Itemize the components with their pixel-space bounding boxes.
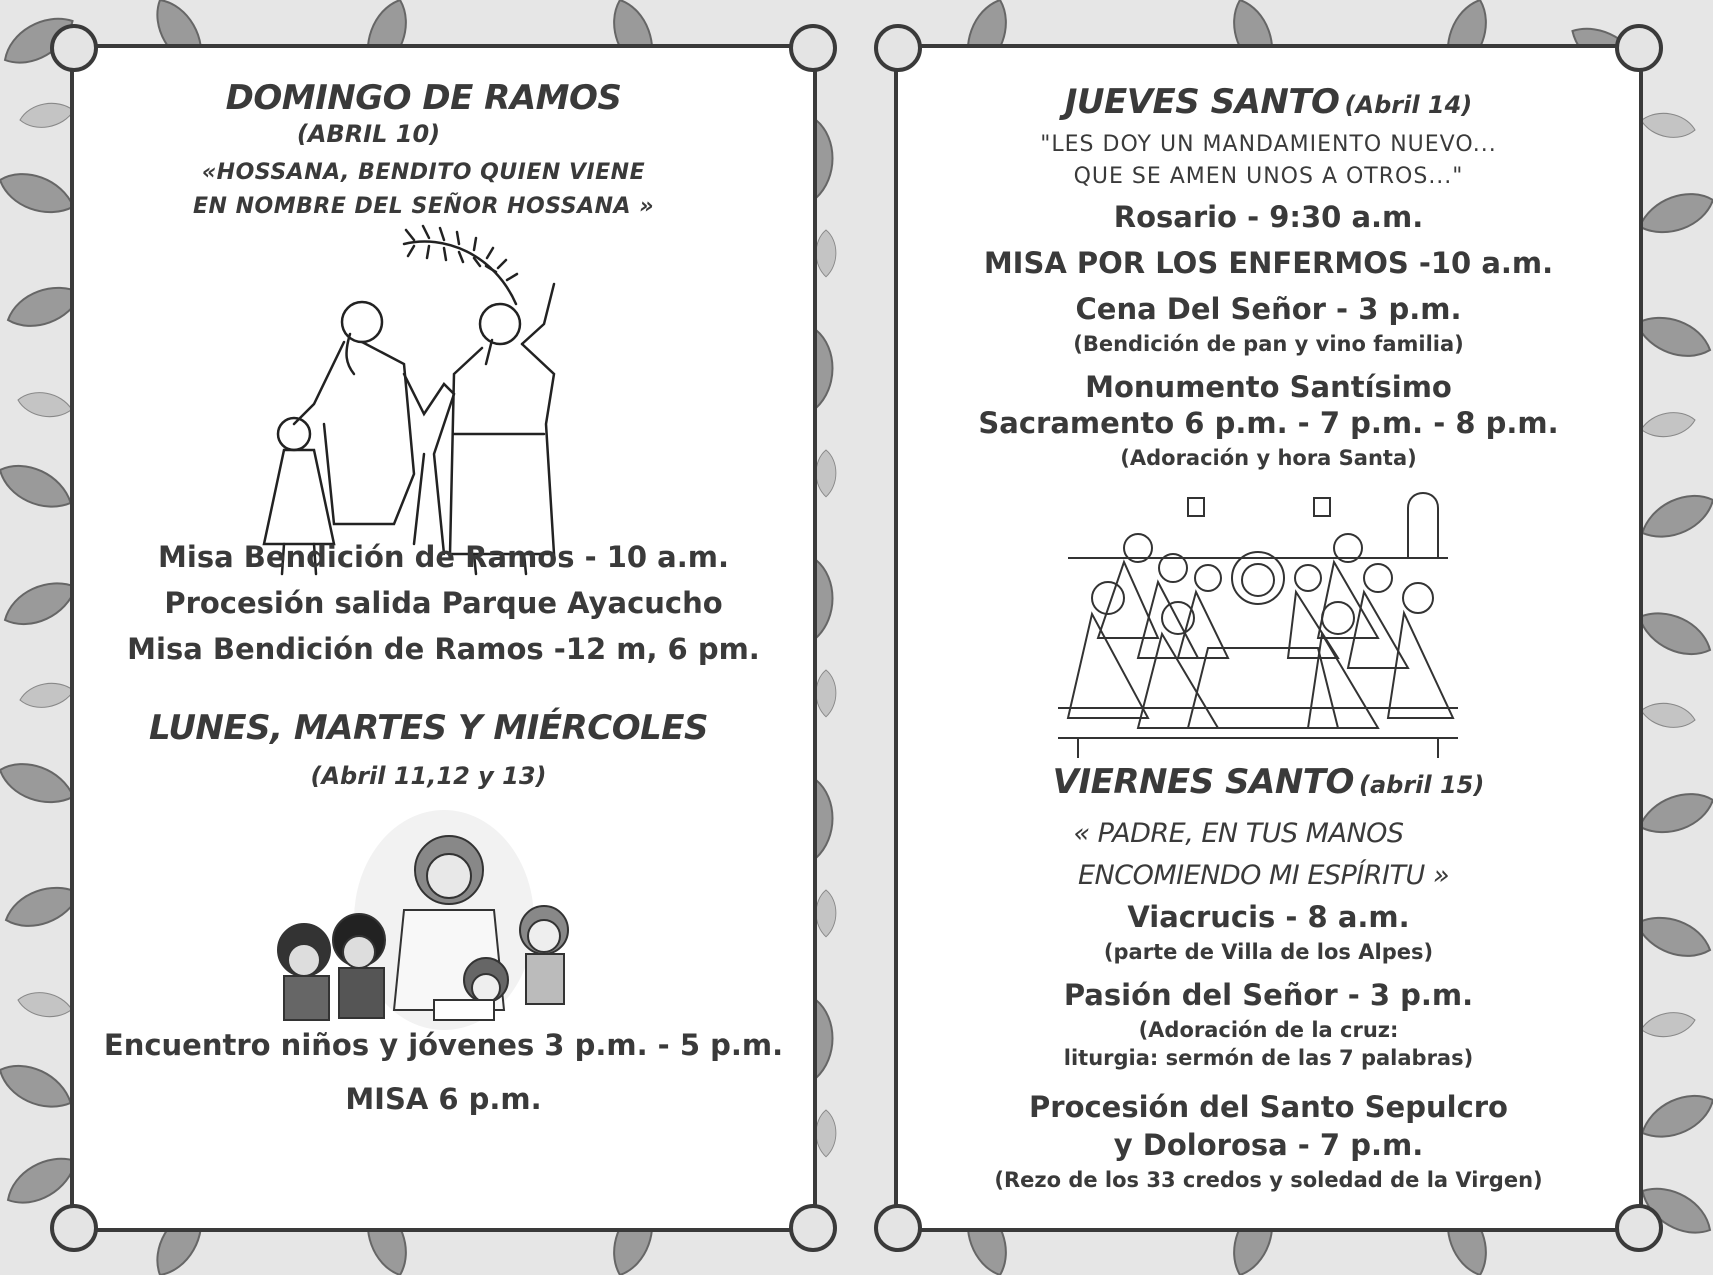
lunes-title: LUNES, MARTES Y MIÉRCOLES: [149, 708, 708, 748]
left-panel: [70, 44, 817, 1232]
viernes-quote-line1: « PADRE, EN TUS MANOS: [1073, 818, 1404, 849]
jueves-quote-line1: "LES DOY UN MANDAMIENTO NUEVO...: [1040, 132, 1497, 157]
viernes-viacrucis: Viacrucis - 8 a.m.: [1127, 900, 1410, 934]
right-panel: [894, 44, 1643, 1232]
domingo-event: Misa Bendición de Ramos - 10 a.m.: [158, 540, 729, 574]
jueves-heading: [898, 82, 1639, 122]
jueves-date: (Abril 14): [1344, 91, 1473, 119]
last-supper-illustration: [1058, 488, 1458, 758]
jueves-monumento-line1: Monumento Santísimo: [1085, 370, 1452, 404]
viernes-viacrucis-note: (parte de Villa de los Alpes): [1103, 940, 1434, 964]
domingo-title: DOMINGO DE RAMOS: [225, 78, 622, 118]
jesus-children-illustration: [254, 800, 614, 1040]
viernes-title: VIERNES SANTO: [1052, 762, 1354, 802]
viernes-procesion-line2: y Dolorosa - 7 p.m.: [1113, 1128, 1424, 1162]
palm-sunday-illustration: [254, 224, 614, 584]
domingo-event: Procesión salida Parque Ayacucho: [164, 586, 723, 620]
corner-ornament: [50, 24, 98, 72]
viernes-quote-line2: ENCOMIENDO MI ESPÍRITU »: [1077, 860, 1449, 891]
viernes-pasion: Pasión del Señor - 3 p.m.: [1063, 978, 1474, 1012]
lunes-event: MISA 6 p.m.: [345, 1082, 542, 1116]
jueves-monumento-note: (Adoración y hora Santa): [1120, 446, 1417, 470]
jueves-cena-note: (Bendición de pan y vino familia): [1073, 332, 1464, 356]
corner-ornament: [1615, 24, 1663, 72]
corner-ornament: [874, 1204, 922, 1252]
jueves-misa-enfermos: MISA POR LOS ENFERMOS -10 a.m.: [983, 246, 1554, 280]
lunes-date: (Abril 11,12 y 13): [310, 762, 547, 790]
corner-ornament: [789, 24, 837, 72]
jueves-cena: Cena Del Señor - 3 p.m.: [1075, 292, 1462, 326]
corner-ornament: [789, 1204, 837, 1252]
corner-ornament: [50, 1204, 98, 1252]
viernes-date: (abril 15): [1358, 771, 1485, 799]
viernes-pasion-note1: (Adoración de la cruz:: [1138, 1018, 1399, 1042]
viernes-procesion-note: (Rezo de los 33 credos y soledad de la Virgen): [994, 1168, 1543, 1192]
lunes-event: Encuentro niños y jóvenes 3 p.m. - 5 p.m.: [103, 1028, 784, 1062]
jueves-monumento-line2: Sacramento 6 p.m. - 7 p.m. - 8 p.m.: [978, 406, 1559, 440]
jueves-quote-line2: QUE SE AMEN UNOS A OTROS...": [1073, 164, 1464, 189]
viernes-heading: [898, 762, 1639, 802]
viernes-procesion-line1: Procesión del Santo Sepulcro: [1029, 1090, 1508, 1124]
domingo-date: (ABRIL 10): [296, 120, 441, 148]
domingo-event: Misa Bendición de Ramos -12 m, 6 pm.: [127, 632, 760, 666]
corner-ornament: [874, 24, 922, 72]
jueves-title: JUEVES SANTO: [1064, 82, 1340, 122]
viernes-pasion-note2: liturgia: sermón de las 7 palabras): [1063, 1046, 1474, 1070]
jueves-rosario: Rosario - 9:30 a.m.: [1113, 200, 1424, 234]
domingo-quote-line2: EN NOMBRE DEL SEÑOR HOSSANA »: [193, 194, 654, 219]
domingo-quote-line1: «HOSSANA, BENDITO QUIEN VIENE: [201, 160, 646, 185]
corner-ornament: [1615, 1204, 1663, 1252]
